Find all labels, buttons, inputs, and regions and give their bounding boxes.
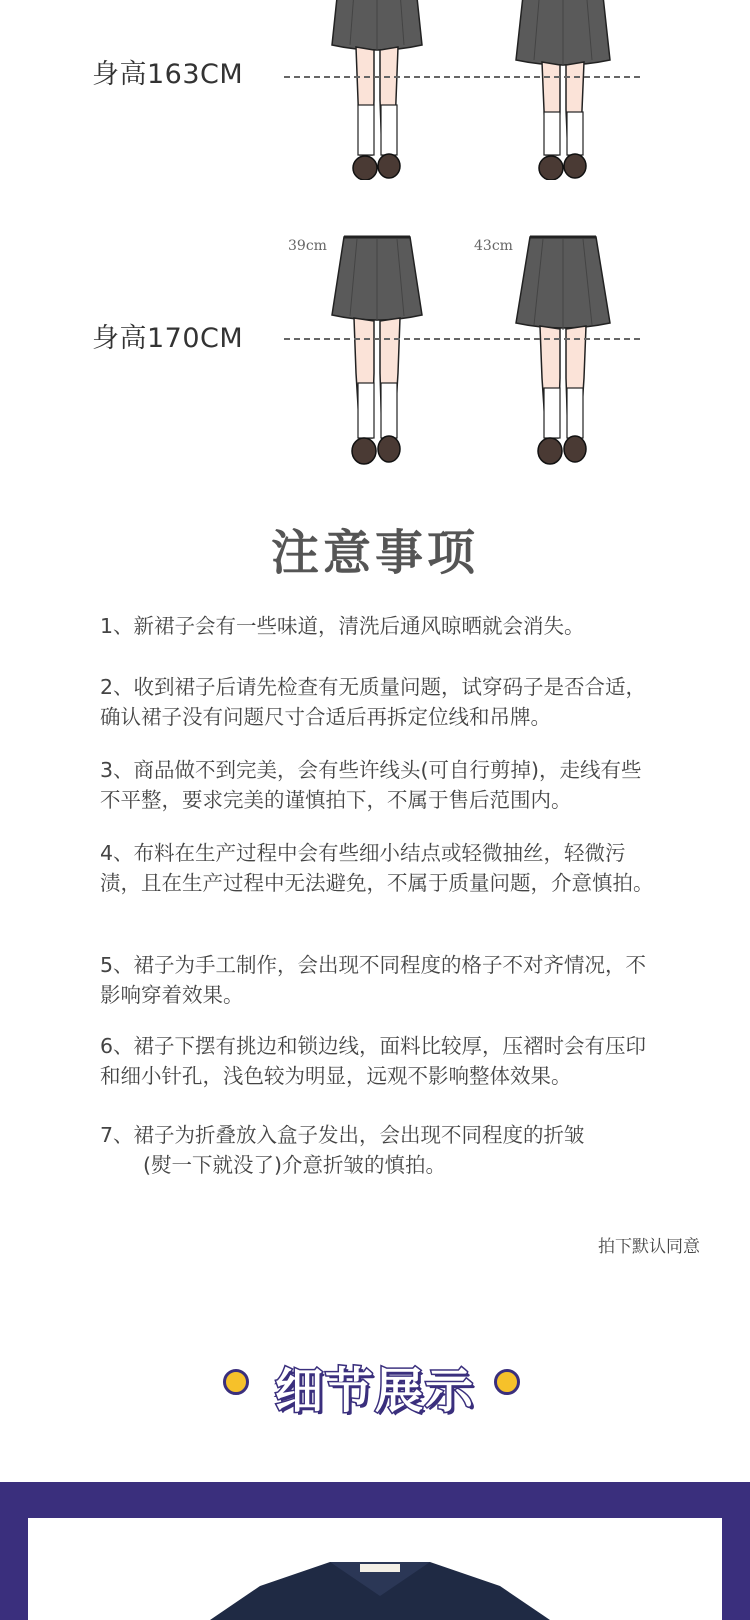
reference-line: [284, 76, 640, 78]
skirt-figure-long: [508, 233, 618, 473]
height-label: 身高170CM: [92, 323, 244, 354]
notice-item: 5、裙子为手工制作，会出现不同程度的格子不对齐情况，不影响穿着效果。: [100, 953, 647, 1007]
size-row-170: [0, 228, 750, 488]
bullet-dot-right: [494, 1369, 520, 1395]
notice-item: 4、布料在生产过程中会有些细小结点或轻微抽丝，轻微污渍，且在生产过程中无法避免，不属于质量问题，介意慎拍。: [100, 841, 654, 895]
notice-item: 7、裙子为折叠放入盒子发出，会出现不同程度的折皱: [100, 1123, 585, 1147]
notice-title: 注意事项: [270, 525, 479, 581]
notice-item: 1、新裙子会有一些味道，清洗后通风晾晒就会消失。: [100, 614, 585, 638]
skirt-figure-short: [322, 0, 432, 180]
skirt-figure-long: [508, 0, 618, 180]
notice-item: (熨一下就没了)介意折皱的慎拍。: [143, 1153, 446, 1177]
length-label-long: 43cm: [474, 238, 513, 254]
notice-item: 6、裙子下摆有挑边和锁边线，面料比较厚，压褶时会有压印和细小针孔，浅色较为明显，远观不影响整体效果。: [100, 1034, 647, 1088]
length-label-short: 39cm: [288, 238, 327, 254]
size-row-163: [0, 0, 750, 200]
notice-item: 2、收到裙子后请先检查有无质量问题，试穿码子是否合适，确认裙子没有问题尺寸合适后再拆定位线和吊牌。: [100, 675, 647, 729]
detail-title: 细节展示: [274, 1363, 475, 1419]
jacket-image: [200, 1556, 560, 1620]
height-label: 身高163CM: [92, 59, 244, 90]
reference-line: [284, 338, 640, 340]
notice-item: 3、商品做不到完美，会有些许线头(可自行剪掉)，走线有些不平整，要求完美的谨慎拍下，不属于售后范围内。: [100, 758, 642, 812]
agree-note: 拍下默认同意: [598, 1237, 700, 1257]
skirt-figure-short: [322, 233, 432, 473]
